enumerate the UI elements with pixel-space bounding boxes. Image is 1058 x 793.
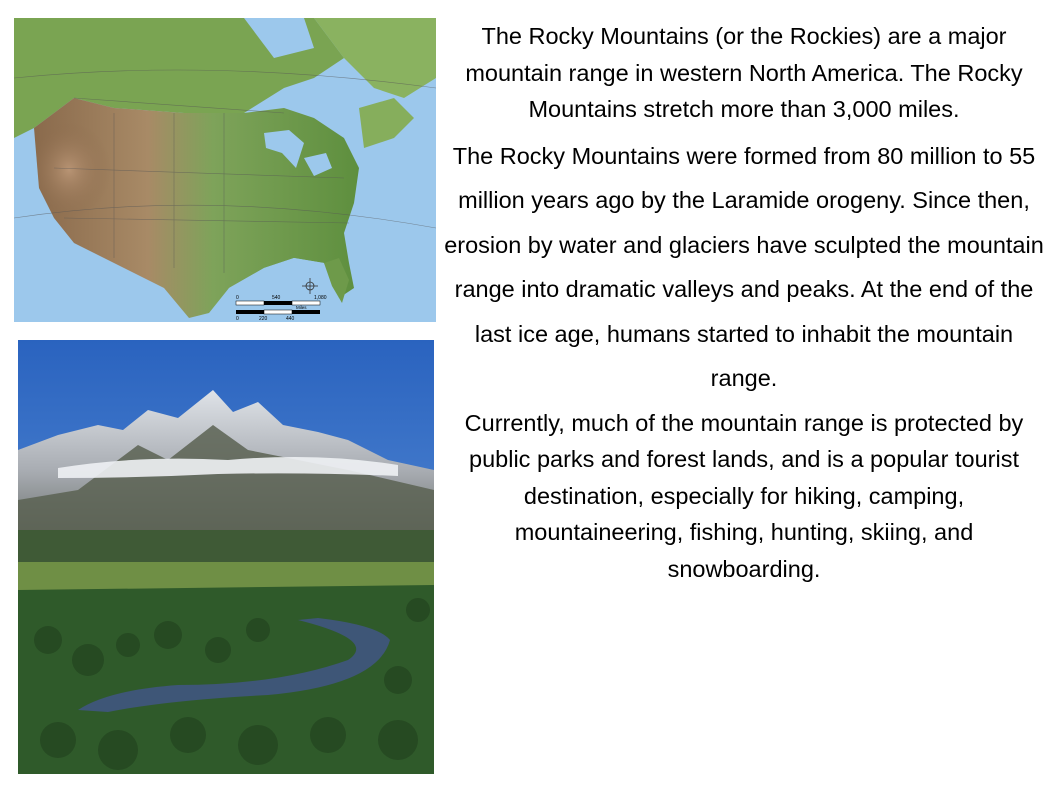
text-column <box>440 18 1048 587</box>
scale-unit: Miles <box>296 305 307 310</box>
north-america-relief-map <box>14 18 436 322</box>
scale-top-2: 1,080 <box>314 295 327 301</box>
formation-paragraph: The Rocky Mountains were formed from 80 million to 55 million years ago by the Laramide orogeny. Since then, erosion by water and glaciers have sculpted the mountain range into dramatic valleys and peaks. At the end of the last ice age, humans started to inhabit the mountain range. <box>444 142 1044 391</box>
scale-bottom-2: 440 <box>286 316 295 322</box>
scale-top-1: 540 <box>272 295 281 301</box>
intro-paragraph: The Rocky Mountains (or the Rockies) are a major mountain range in western North America. The Rocky Mountains stretch more than 3,000 miles. <box>465 23 1023 122</box>
scale-bottom-0: 0 <box>236 316 239 322</box>
scale-top-0: 0 <box>236 295 239 301</box>
current-paragraph: Currently, much of the mountain range is protected by public parks and forest lands, and is a popular tourist destination, especially for hiking, camping, mountaineering, fishing, hunting, skiing, and snowboarding. <box>464 409 1024 582</box>
photo-graphic <box>18 340 434 774</box>
scale-bottom-1: 220 <box>259 316 268 322</box>
mountain-landscape-photo <box>18 340 434 774</box>
map-graphic <box>14 18 436 322</box>
